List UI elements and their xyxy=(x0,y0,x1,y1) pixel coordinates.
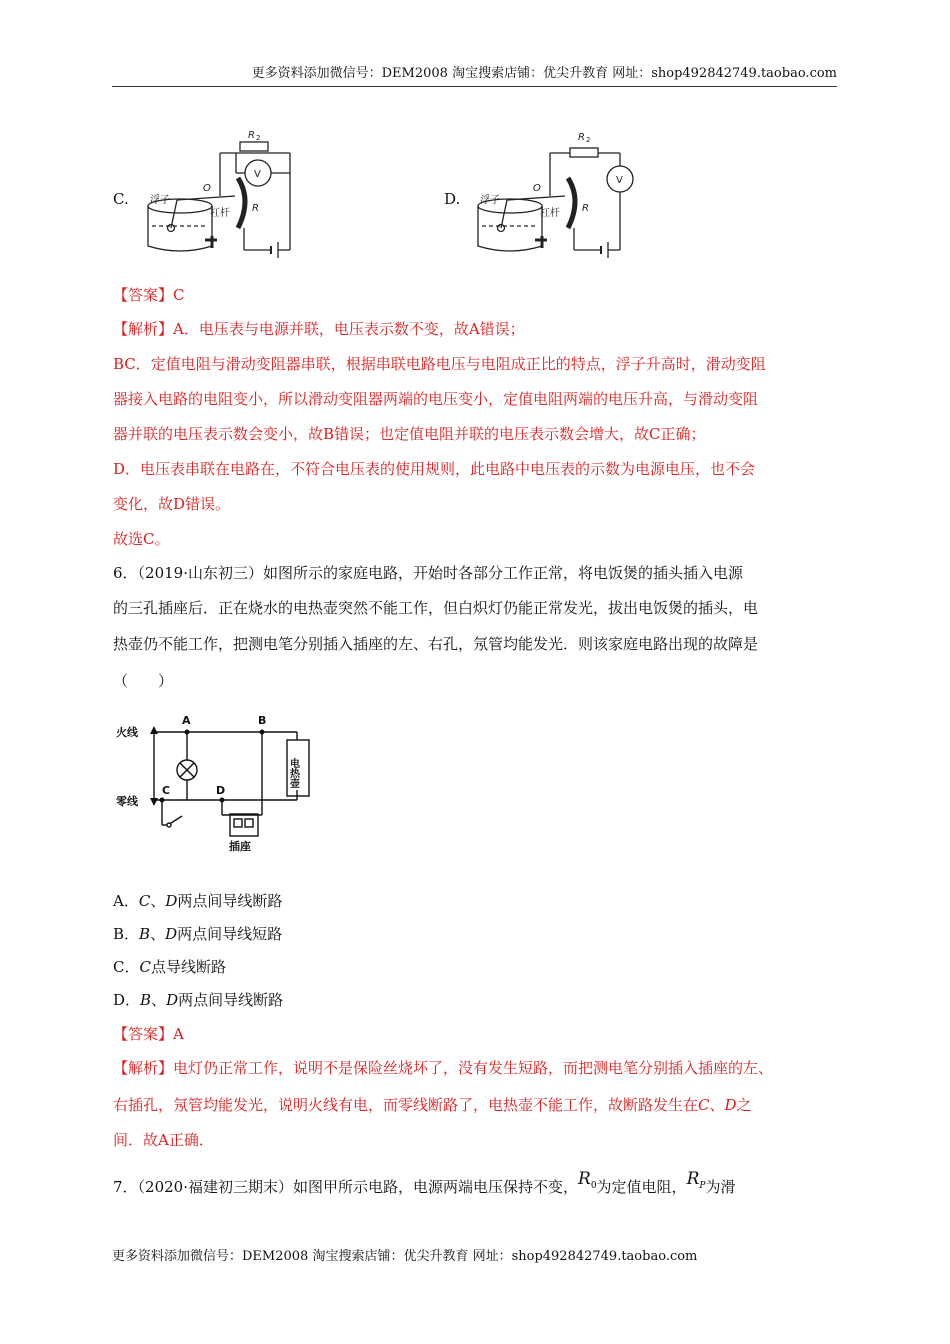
q7-stem xyxy=(113,1169,736,1205)
option-var: D xyxy=(165,925,178,943)
q6-analysis-line xyxy=(113,1094,752,1116)
analysis-var: C xyxy=(698,1096,710,1114)
analysis-text: 之 xyxy=(736,1096,752,1114)
option-d-label: D. xyxy=(444,190,461,208)
switch-icon xyxy=(167,823,171,827)
pivot-label: O xyxy=(533,183,541,194)
float-label: 浮子 xyxy=(480,195,500,206)
q6-analysis-line: 间．故A正确． xyxy=(113,1131,214,1149)
option-text: 点导线断路 xyxy=(150,958,226,976)
q5-analysis-line: BC．定值电阻与滑动变阻器串联，根据串联电路电压与电阻成正比的特点，浮子升高时，滑动变阻 xyxy=(113,355,766,373)
page-footer: 更多资料添加微信号：DEM2008 淘宝搜索店铺：优尖升教育 网址：shop492842749.taobao.com xyxy=(112,1249,698,1264)
answer-tag: 【答案】 xyxy=(113,286,174,304)
option-sep: 、 xyxy=(150,925,166,943)
q6-stem-line: 的三孔插座后．正在烧水的电热壶突然不能工作，但白炽灯仍能正常发光，拔出电饭煲的插头，电 xyxy=(113,599,759,617)
q6-option-a[interactable] xyxy=(113,890,282,912)
q6-option-b[interactable] xyxy=(113,923,282,945)
live-wire-label: 火线 xyxy=(116,726,138,739)
voltmeter-label: V xyxy=(254,169,261,180)
analysis-text: A．电压表与电源并联，电压表示数不变，故A错误； xyxy=(173,320,525,338)
q5-analysis-line: D．电压表串联在电路在，不符合电压表的使用规则，此电路中电压表的示数为电源电压，也不会 xyxy=(113,460,756,478)
q6-stem-line: （ ） xyxy=(113,672,174,690)
option-text: 两点间导线断路 xyxy=(178,991,284,1009)
kettle-label: 电热壶 xyxy=(287,758,299,788)
q6-stem-line: 6．（2019·山东初三）如图所示的家庭电路，开始时各部分工作正常，将电饭煲的插头插入电源 xyxy=(113,564,743,582)
option-var: C xyxy=(139,958,151,976)
socket-label: 插座 xyxy=(229,840,251,853)
option-var: D xyxy=(165,892,178,910)
q5-analysis-line: 器接入电路的电阻变小，所以滑动变阻器两端的电压变小，定值电阻两端的电压升高，与滑动变阻 xyxy=(113,390,759,408)
lever-label: 杠杆 xyxy=(210,208,230,219)
analysis-text: 右插孔，氖管均能发光，说明火线有电，而零线断路了，电热壶不能工作，故断路发生在 xyxy=(113,1096,699,1114)
option-d-circuit-diagram xyxy=(470,118,640,263)
option-var: B xyxy=(140,991,152,1009)
analysis-sep: 、 xyxy=(709,1096,725,1114)
q7-r0-symbol: R xyxy=(578,1169,591,1189)
option-text: 两点间导线断路 xyxy=(177,892,283,910)
option-sep: 、 xyxy=(150,892,166,910)
option-text: 两点间导线短路 xyxy=(177,925,283,943)
option-label: B． xyxy=(113,925,140,943)
household-circuit-diagram xyxy=(112,710,332,860)
answer-tag: 【答案】 xyxy=(113,1025,174,1043)
float-label: 浮子 xyxy=(150,195,170,206)
option-c-label: C. xyxy=(113,190,129,208)
q6-option-c[interactable] xyxy=(113,956,226,978)
lever-label: 杠杆 xyxy=(540,208,560,219)
r2-label: R xyxy=(248,130,255,141)
analysis-tag: 【解析】 xyxy=(113,1059,174,1077)
q7-text: 为滑 xyxy=(705,1178,736,1196)
q7-text: 7．（2020·福建初三期末）如图甲所示电路，电源两端电压保持不变， xyxy=(113,1178,578,1196)
point-a-label: A xyxy=(182,714,191,727)
q7-r0-subscript: 0 xyxy=(590,1181,597,1191)
q5-conclusion: 故选C。 xyxy=(113,530,170,548)
q6-option-d[interactable] xyxy=(113,989,283,1011)
q6-answer xyxy=(113,1023,184,1045)
resistor-label: R xyxy=(252,203,259,214)
q5-analysis-line: 变化，故D错误。 xyxy=(113,495,231,513)
analysis-tag: 【解析】 xyxy=(113,320,174,338)
neutral-wire-label: 零线 xyxy=(116,795,138,808)
slider-resistor xyxy=(238,178,245,228)
q5-analysis-line xyxy=(113,318,525,340)
voltmeter-label: V xyxy=(616,175,623,186)
q5-analysis-line: 器并联的电压表示数会变小，故B错误；也定值电阻并联的电压表示数会增大，故C正确； xyxy=(113,425,706,443)
q5-answer xyxy=(113,284,185,306)
option-label: A． xyxy=(113,892,139,910)
answer-value: C xyxy=(173,286,185,304)
option-label: D． xyxy=(113,991,141,1009)
point-c-label: C xyxy=(162,784,171,797)
analysis-text: 电灯仍正常工作，说明不是保险丝烧坏了，没有发生短路，而把测电笔分别插入插座的左、 xyxy=(173,1059,774,1077)
q6-stem-line: 热壶仍不能工作，把测电笔分别插入插座的左、右孔，氖管均能发光．则该家庭电路出现的故障是 xyxy=(113,635,759,653)
option-var: D xyxy=(166,991,179,1009)
pivot-label: O xyxy=(203,183,211,194)
option-label: C． xyxy=(113,958,140,976)
option-sep: 、 xyxy=(151,991,167,1009)
q6-analysis-line xyxy=(113,1057,773,1079)
option-c-circuit-diagram xyxy=(140,118,310,263)
point-d-label: D xyxy=(216,784,226,797)
q7-text: 为定值电阻， xyxy=(596,1178,687,1196)
r2-label: R xyxy=(578,132,585,143)
analysis-var: D xyxy=(724,1096,737,1114)
point-b-label: B xyxy=(258,714,267,727)
option-var: B xyxy=(139,925,151,943)
page-header: 更多资料添加微信号：DEM2008 淘宝搜索店铺：优尖升教育 网址：shop492842749.taobao.com xyxy=(112,64,837,87)
resistor-label: R xyxy=(582,203,589,214)
r2-subscript: 2 xyxy=(586,136,591,144)
q7-rp-subscript: P xyxy=(699,1181,706,1191)
q7-rp-symbol: R xyxy=(686,1169,700,1189)
answer-value: A xyxy=(173,1025,184,1043)
option-var: C xyxy=(138,892,151,910)
r2-subscript: 2 xyxy=(256,134,261,142)
